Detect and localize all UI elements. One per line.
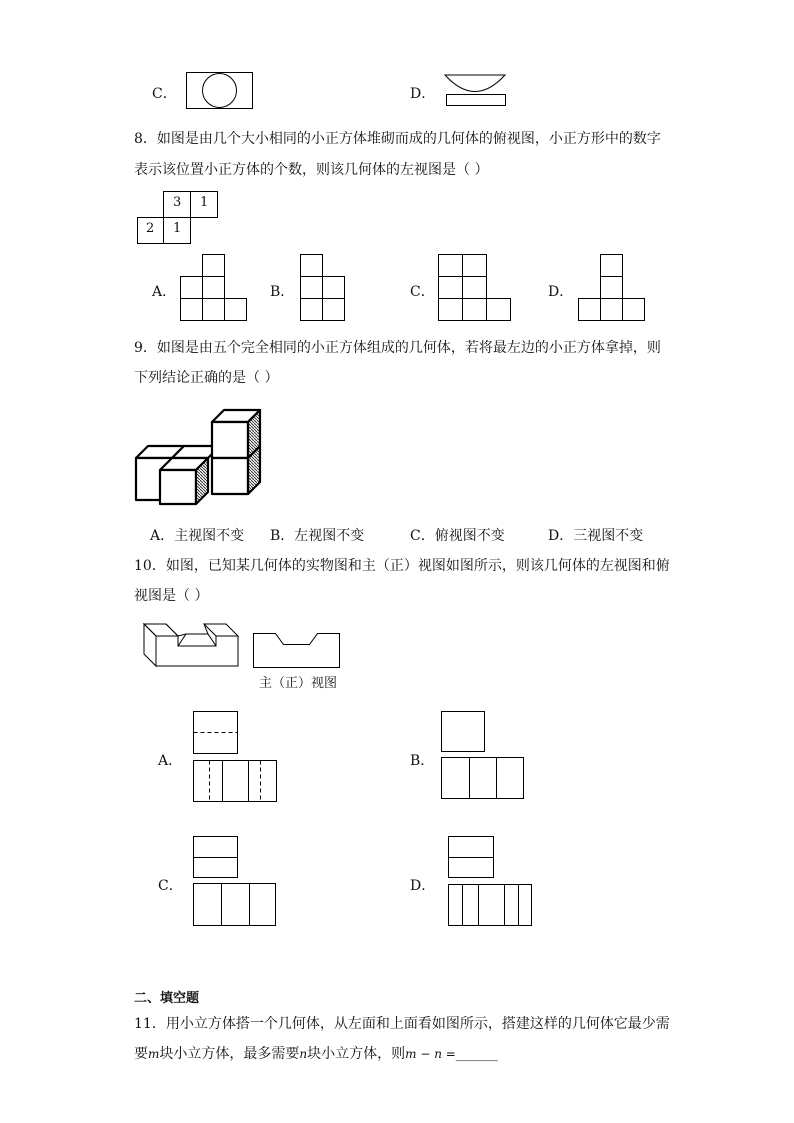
q8-option-a-label: A． (152, 284, 177, 300)
section-heading-fill-in: 二、填空题 (134, 991, 200, 1006)
q8-option-b-label: B． (270, 284, 295, 300)
q10-text-line1: 10．如图，已知某几何体的实物图和主（正）视图如图所示，则该几何体的左视图和俯 (134, 558, 670, 574)
q8-option-d-figure (578, 254, 648, 324)
q8-text-line2: 表示该位置小正方体的个数，则该几何体的左视图是（ ） (134, 162, 489, 178)
q10-option-b-label: B． (410, 753, 435, 769)
q10-text-line2: 视图是（ ） (134, 588, 209, 604)
q10-solid-figure (142, 620, 242, 670)
q8-grid-number: 1 (173, 221, 182, 236)
q10-option-d-figure (448, 836, 534, 930)
q10-option-c-figure (193, 836, 279, 930)
q8-option-d-label: D． (548, 284, 574, 300)
q9-cube-stack-figure (134, 408, 266, 506)
q10-option-d-label: D． (410, 878, 436, 894)
q11-expression: m − n = (405, 1047, 456, 1061)
q9-option-c: C．俯视图不变 (410, 528, 505, 544)
q7-option-c-label: C． (152, 86, 177, 102)
q10-option-c-label: C． (158, 878, 183, 894)
q10-front-view-figure (253, 633, 341, 669)
q8-option-c-figure (438, 254, 512, 324)
q8-text-line1: 8．如图是由几个大小相同的小正方体堆砌而成的几何体的俯视图，小正方形中的数字 (134, 131, 661, 147)
q8-option-b-figure (300, 254, 348, 324)
q11-answer-blank[interactable]: ______ (455, 1046, 498, 1062)
q10-option-a-figure (193, 711, 279, 805)
q8-option-c-label: C． (410, 284, 435, 300)
q11-text-part: 块小立方体，则 (307, 1046, 406, 1062)
q11-var-n: n (299, 1047, 308, 1061)
q9-text-line1: 9．如图是由五个完全相同的小正方体组成的几何体，若将最左边的小正方体拿掉，则 (134, 340, 661, 356)
q7-option-d-label: D． (410, 86, 436, 102)
q10-option-a-label: A． (158, 753, 183, 769)
q9-text-line2: 下列结论正确的是（ ） (134, 370, 279, 386)
q7-option-d-figure (444, 74, 510, 108)
q11-var-m: m (148, 1047, 160, 1061)
q9-option-b: B．左视图不变 (270, 528, 365, 544)
q7-option-c-figure (186, 72, 254, 110)
q11-text-line2 (134, 1044, 498, 1064)
q8-grid-number: 1 (200, 195, 209, 210)
q10-front-view-caption: 主（正）视图 (259, 676, 338, 691)
q8-grid-number: 3 (173, 195, 182, 210)
q9-option-a: A．主视图不变 (150, 528, 245, 544)
q9-option-d: D．三视图不变 (548, 528, 644, 544)
q8-grid-number: 2 (146, 221, 155, 236)
q8-option-a-figure (180, 254, 248, 324)
q11-text-part: 要 (134, 1046, 148, 1062)
q10-option-b-figure (441, 711, 527, 803)
q11-text-part: 块小立方体，最多需要 (159, 1046, 300, 1062)
q11-text-line1: 11．用小立方体搭一个几何体，从左面和上面看如图所示，搭建这样的几何体它最少需 (134, 1016, 670, 1032)
